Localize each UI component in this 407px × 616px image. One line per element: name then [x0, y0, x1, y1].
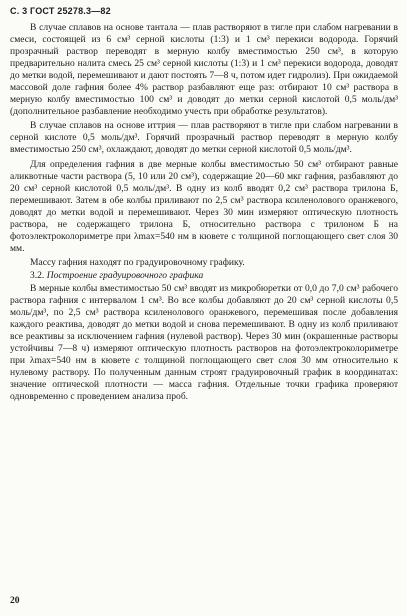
paragraph-mass-hafnium: Массу гафния находят по градуировочному графику. — [30, 256, 245, 268]
paragraph-yttrium: В случае сплавов на основе иттрия — плав растворяют в тигле при слабом нагревании в серной кислоте 0,5 моль/дм³. Горячий прозрачный раствор переводят в мерную колбу вместимостью 250 см³, охлаждают, доводят до метки серной кислотой 0,5 моль/дм³. — [10, 120, 398, 156]
section-number: 3.2. — [30, 269, 45, 281]
paragraph-tantalum: В случае сплавов на основе тантала — плав растворяют в тигле при слабом нагревании в смеси, состоящей из 6 см³ серной кислоты (1:3) и 1 см³ перекиси водорода. Горячий прозрачный раствор переводят в мерную колбу вместимостью 250 см³, в которую предварительно налита смесь 25 см³ серной кислоты (1:3) и 1 см³ перекиси водорода, доводят до метки водой, перемешивают и дают постоять 7—8 ч, потом идет гидролиз). При ожидаемой массовой доле гафния более 4% раствор разбавляют еще раз: отбирают 10 см³ раствора в мерную колбу вместимостью 100 см³ и доводят до метки серной кислотой 0,5 моль/дм³ (дополнительное разбавление необходимо учесть при обработке результатов). — [10, 22, 398, 118]
paragraph-hafnium-determination: Для определения гафния в две мерные колбы вместимостью 50 см³ отбирают равные аликвотные части раствора (5, 10 или 20 см³), содержащие 20—60 мкг гафния, разбавляют до 20 см³ серной кислотой 0,5 моль/дм³. В одну из колб вводят 0,2 см³ раствора трилона Б, перемешивают. Затем в обе колбы приливают по 2,5 см³ раствора ксиленолового оранжевого, доводят до метки водой и перемешивают. Через 30 мин измеряют оптическую плотность раствора, не содержащего трилона Б, относительно раствора с трилоном Б на фотоэлектроколориметре при λmax=540 нм в кювете с толщиной поглощающего свет слоя 30 мм. — [10, 158, 398, 254]
section-heading — [30, 270, 398, 282]
document-body — [10, 22, 398, 403]
paragraph-calibration: В мерные колбы вместимостью 50 см³ вводят из микробюретки от 0,0 до 7,0 см³ рабочего раствора гафния с интервалом 1 см³. Во все колбы добавляют до 20 см³ серной кислоты 0,5 моль/дм³, по 2,5 см³ раствора ксиленолового оранжевого, перемешивая после добавления каждого реактива, доводят до метки водой и снова перемешивают. В одну из колб приливают все реактивы за исключением гафния (нулевой раствор). Через 30 мин (окрашенные растворы устойчивы 7—8 ч) измеряют оптическую плотность растворов на фотоэлектроколориметре при λmax=540 нм в кювете с толщиной поглощающего свет слоя 30 мм относительно к нулевому раствору. По полученным данным строят градуировочный график в координатах: значение оптической плотности — масса гафния. Отдельные точки графика проверяют одновременно с проведением анализа проб. — [10, 282, 398, 403]
section-title: Построение градуировочного графика — [46, 269, 204, 281]
page-header: С. 3 ГОСТ 25278.3—82 — [10, 6, 111, 16]
page-number: 20 — [10, 596, 20, 606]
